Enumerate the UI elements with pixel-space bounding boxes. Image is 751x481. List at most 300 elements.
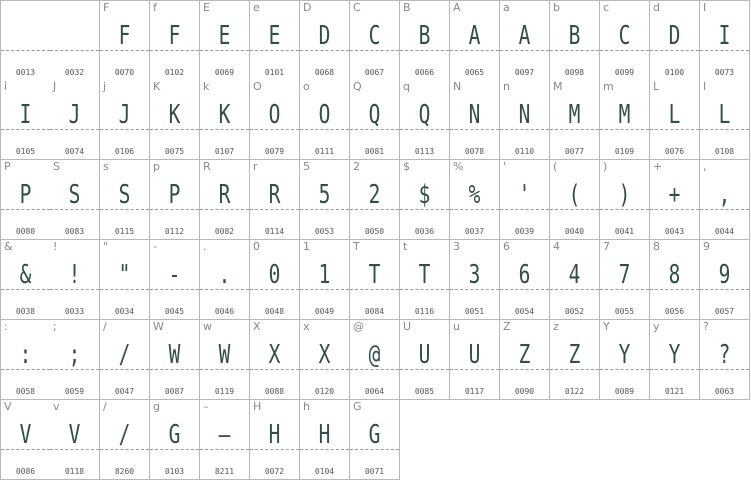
character-label: 4	[553, 240, 560, 253]
glyph-preview: –	[218, 420, 231, 450]
character-label: Q	[353, 80, 362, 93]
glyph-preview: '	[518, 180, 531, 210]
character-code: 0104	[314, 467, 335, 476]
character-label: W	[153, 320, 164, 333]
character-code: 0097	[514, 68, 535, 77]
glyph-cell[interactable]	[550, 80, 600, 160]
glyph-cell[interactable]	[250, 0, 300, 81]
character-code: 0116	[414, 307, 435, 316]
glyph-preview: F	[168, 21, 181, 51]
character-code: 0112	[164, 227, 185, 236]
glyph-preview: -	[168, 260, 181, 290]
glyph-preview: R	[218, 180, 231, 210]
glyph-cell[interactable]	[0, 160, 51, 240]
glyph-preview: K	[168, 100, 181, 130]
character-code: 0041	[614, 227, 635, 236]
character-code: 0089	[614, 387, 635, 396]
character-label: c	[603, 1, 610, 14]
character-label: @	[353, 320, 364, 333]
glyph-preview: I	[19, 100, 32, 130]
glyph-cell[interactable]	[450, 320, 500, 400]
character-label: )	[603, 160, 608, 173]
character-code: 0013	[15, 68, 36, 77]
character-label: p	[153, 160, 160, 173]
glyph-cell[interactable]	[100, 240, 150, 320]
character-label: w	[203, 320, 212, 333]
glyph-cell[interactable]	[700, 240, 750, 320]
glyph-cell[interactable]	[700, 80, 750, 160]
glyph-preview: N	[518, 100, 531, 130]
character-code: 0038	[15, 307, 36, 316]
character-label: :	[4, 320, 8, 333]
character-label: 7	[603, 240, 610, 253]
glyph-cell[interactable]	[150, 400, 200, 480]
character-code: 0043	[664, 227, 685, 236]
character-label: m	[603, 80, 614, 93]
glyph-preview: D	[668, 21, 681, 51]
glyph-cell[interactable]	[600, 160, 650, 240]
glyph-cell[interactable]	[450, 80, 500, 160]
character-label: U	[403, 320, 412, 333]
character-code: 0051	[464, 307, 485, 316]
character-label: k	[203, 80, 210, 93]
glyph-preview: T	[418, 260, 431, 290]
glyph-cell[interactable]	[300, 160, 350, 240]
glyph-cell[interactable]	[200, 240, 250, 320]
glyph-preview: X	[268, 340, 281, 370]
glyph-preview: A	[468, 21, 481, 51]
character-label: H	[253, 400, 262, 413]
glyph-cell[interactable]	[50, 80, 100, 160]
glyph-cell[interactable]	[700, 160, 750, 240]
character-code: 0049	[314, 307, 335, 316]
glyph-preview: U	[418, 340, 431, 370]
glyph-cell[interactable]	[100, 0, 150, 81]
character-code: 0088	[264, 387, 285, 396]
character-code: 0118	[64, 467, 85, 476]
glyph-cell[interactable]	[300, 0, 350, 81]
glyph-cell[interactable]	[500, 80, 550, 160]
character-code: 0044	[714, 227, 735, 236]
character-code: 0100	[664, 68, 685, 77]
character-code: 0113	[414, 147, 435, 156]
glyph-preview: +	[668, 180, 681, 210]
glyph-cell[interactable]	[200, 400, 250, 480]
glyph-preview: 3	[468, 260, 481, 290]
glyph-preview: 0	[268, 260, 281, 290]
character-label: G	[353, 400, 362, 413]
character-label: t	[403, 240, 408, 253]
character-code: 0067	[364, 68, 385, 77]
character-label: f	[153, 1, 157, 14]
character-label: D	[303, 1, 312, 14]
character-code: 0059	[64, 387, 85, 396]
character-code: 0081	[364, 147, 385, 156]
glyph-preview: U	[468, 340, 481, 370]
character-code: 0070	[114, 68, 135, 77]
character-code: 0082	[214, 227, 235, 236]
glyph-cell[interactable]	[100, 80, 150, 160]
glyph-preview: Q	[418, 100, 431, 130]
character-label: 8	[653, 240, 660, 253]
glyph-preview: J	[118, 100, 131, 130]
character-code: 0098	[564, 68, 585, 77]
glyph-cell[interactable]	[650, 240, 700, 320]
character-code: 0108	[714, 147, 735, 156]
glyph-cell[interactable]	[350, 80, 400, 160]
glyph-preview: Y	[618, 340, 631, 370]
character-label: o	[303, 80, 310, 93]
character-label: y	[653, 320, 660, 333]
character-code: 0036	[414, 227, 435, 236]
character-code: 0115	[114, 227, 135, 236]
character-code: 0075	[164, 147, 185, 156]
character-label: L	[653, 80, 660, 93]
character-code: 0032	[64, 68, 85, 77]
character-code: 0046	[214, 307, 235, 316]
glyph-cell[interactable]	[600, 0, 650, 81]
character-label: Z	[503, 320, 511, 333]
character-code: 8211	[214, 467, 235, 476]
glyph-preview: P	[168, 180, 181, 210]
glyph-preview: /	[118, 420, 131, 450]
character-label: 1	[303, 240, 310, 253]
glyph-cell[interactable]	[50, 320, 100, 400]
glyph-preview: Q	[368, 100, 381, 130]
glyph-cell[interactable]	[400, 240, 450, 320]
glyph-cell[interactable]	[350, 160, 400, 240]
character-label: O	[253, 80, 262, 93]
glyph-preview: J	[68, 100, 81, 130]
character-code: 0074	[64, 147, 85, 156]
glyph-preview: 2	[368, 180, 381, 210]
character-code: 0121	[664, 387, 685, 396]
character-label: %	[453, 160, 464, 173]
character-label: 0	[253, 240, 260, 253]
glyph-cell[interactable]	[650, 80, 700, 160]
glyph-cell[interactable]	[50, 160, 100, 240]
glyph-cell[interactable]	[450, 240, 500, 320]
glyph-cell[interactable]	[600, 320, 650, 400]
character-code: 0045	[164, 307, 185, 316]
glyph-preview: W	[218, 340, 231, 370]
glyph-cell[interactable]	[0, 80, 51, 160]
glyph-cell[interactable]	[200, 80, 250, 160]
glyph-preview: V	[19, 420, 32, 450]
glyph-cell[interactable]	[450, 0, 500, 81]
glyph-preview: F	[118, 21, 131, 51]
glyph-cell[interactable]	[650, 160, 700, 240]
character-label: u	[453, 320, 460, 333]
character-label: S	[53, 160, 60, 173]
character-code: 0106	[114, 147, 135, 156]
character-label: !	[53, 240, 58, 253]
glyph-cell[interactable]	[350, 0, 400, 81]
glyph-cell[interactable]	[50, 0, 100, 81]
glyph-preview: :	[19, 340, 32, 370]
glyph-cell[interactable]	[550, 160, 600, 240]
glyph-cell[interactable]	[550, 0, 600, 81]
glyph-preview: Z	[518, 340, 531, 370]
glyph-preview: (	[568, 180, 581, 210]
baseline-guide	[1, 50, 50, 51]
glyph-cell[interactable]	[600, 240, 650, 320]
character-code: 0102	[164, 68, 185, 77]
character-code: 0083	[64, 227, 85, 236]
glyph-preview: /	[118, 340, 131, 370]
character-label: ;	[53, 320, 57, 333]
character-code: 0080	[15, 227, 36, 236]
character-label: &	[4, 240, 13, 253]
character-label: T	[353, 240, 360, 253]
character-code: 0068	[314, 68, 335, 77]
character-code: 0084	[364, 307, 385, 316]
character-label: h	[303, 400, 310, 413]
character-label: z	[553, 320, 559, 333]
character-code: 0063	[714, 387, 735, 396]
glyph-cell[interactable]	[650, 320, 700, 400]
glyph-cell[interactable]	[250, 160, 300, 240]
character-label: J	[53, 80, 57, 93]
glyph-preview: T	[368, 260, 381, 290]
glyph-cell[interactable]	[350, 400, 400, 480]
glyph-cell[interactable]	[0, 320, 51, 400]
glyph-preview: ;	[68, 340, 81, 370]
character-code: 8260	[114, 467, 135, 476]
character-label: $	[403, 160, 410, 173]
character-label: v	[53, 400, 60, 413]
glyph-cell[interactable]	[500, 0, 550, 81]
glyph-preview: D	[318, 21, 331, 51]
glyph-preview: O	[268, 100, 281, 130]
character-code: 0069	[214, 68, 235, 77]
glyph-preview: 5	[318, 180, 331, 210]
glyph-preview: H	[268, 420, 281, 450]
character-code: 0071	[364, 467, 385, 476]
glyph-cell[interactable]	[100, 400, 150, 480]
glyph-cell[interactable]	[150, 240, 200, 320]
character-code: 0117	[464, 387, 485, 396]
baseline-guide	[50, 50, 99, 51]
glyph-cell[interactable]	[500, 240, 550, 320]
glyph-cell[interactable]	[0, 240, 51, 320]
glyph-preview: ,	[718, 180, 731, 210]
glyph-cell[interactable]	[200, 320, 250, 400]
character-code: 0037	[464, 227, 485, 236]
glyph-cell[interactable]	[450, 160, 500, 240]
character-code: 0033	[64, 307, 85, 316]
character-code: 0052	[564, 307, 585, 316]
character-label: N	[453, 80, 462, 93]
glyph-preview: A	[518, 21, 531, 51]
glyph-preview: E	[218, 21, 231, 51]
glyph-cell[interactable]	[250, 400, 300, 480]
character-label: 5	[303, 160, 310, 173]
glyph-preview: $	[418, 180, 431, 210]
character-label: r	[253, 160, 258, 173]
glyph-cell[interactable]	[150, 320, 200, 400]
glyph-cell[interactable]	[50, 400, 100, 480]
glyph-cell[interactable]	[550, 320, 600, 400]
character-label: g	[153, 400, 160, 413]
glyph-cell[interactable]	[600, 80, 650, 160]
glyph-cell[interactable]	[400, 320, 450, 400]
glyph-preview: L	[668, 100, 681, 130]
glyph-cell[interactable]	[200, 160, 250, 240]
glyph-preview: Z	[568, 340, 581, 370]
glyph-cell[interactable]	[700, 320, 750, 400]
character-label: 6	[503, 240, 510, 253]
character-code: 0079	[264, 147, 285, 156]
character-code: 0107	[214, 147, 235, 156]
glyph-cell[interactable]	[350, 240, 400, 320]
glyph-cell[interactable]	[300, 240, 350, 320]
character-code: 0078	[464, 147, 485, 156]
character-code: 0101	[264, 68, 285, 77]
character-code: 0072	[264, 467, 285, 476]
glyph-preview: B	[418, 21, 431, 51]
character-code: 0105	[15, 147, 36, 156]
glyph-preview: M	[618, 100, 631, 130]
glyph-cell[interactable]	[700, 0, 750, 81]
character-label: e	[253, 1, 260, 14]
glyph-cell[interactable]	[0, 0, 51, 81]
character-code: 0099	[614, 68, 635, 77]
character-code: 0109	[614, 147, 635, 156]
glyph-cell[interactable]	[650, 0, 700, 81]
character-code: 0120	[314, 387, 335, 396]
glyph-cell[interactable]	[300, 400, 350, 480]
character-code: 0066	[414, 68, 435, 77]
glyph-cell[interactable]	[250, 240, 300, 320]
glyph-cell[interactable]	[100, 160, 150, 240]
glyph-preview: ?	[718, 340, 731, 370]
glyph-preview: N	[468, 100, 481, 130]
glyph-cell[interactable]	[300, 80, 350, 160]
character-code: 0054	[514, 307, 535, 316]
glyph-cell[interactable]	[250, 80, 300, 160]
glyph-preview: 8	[668, 260, 681, 290]
glyph-cell[interactable]	[550, 240, 600, 320]
character-label: 2	[353, 160, 360, 173]
character-code: 0057	[714, 307, 735, 316]
character-label: E	[203, 1, 210, 14]
glyph-preview: E	[268, 21, 281, 51]
character-code: 0034	[114, 307, 135, 316]
character-code: 0111	[314, 147, 335, 156]
character-label: K	[153, 80, 161, 93]
glyph-preview: G	[368, 420, 381, 450]
character-label: s	[103, 160, 109, 173]
glyph-preview: X	[318, 340, 331, 370]
character-label: ?	[703, 320, 709, 333]
character-label: '	[503, 160, 507, 173]
glyph-cell[interactable]	[250, 320, 300, 400]
character-label: b	[553, 1, 560, 14]
glyph-cell[interactable]	[400, 160, 450, 240]
character-label: d	[653, 1, 660, 14]
glyph-cell[interactable]	[150, 80, 200, 160]
glyph-cell[interactable]	[350, 320, 400, 400]
character-code: 0064	[364, 387, 385, 396]
character-code: 0076	[664, 147, 685, 156]
character-label: x	[303, 320, 310, 333]
character-label: V	[4, 400, 12, 413]
glyph-preview: L	[718, 100, 731, 130]
character-label: -	[153, 240, 157, 253]
character-label: Y	[603, 320, 610, 333]
glyph-preview: .	[218, 260, 231, 290]
glyph-preview: M	[568, 100, 581, 130]
glyph-cell[interactable]	[400, 0, 450, 81]
character-code: 0058	[15, 387, 36, 396]
glyph-cell[interactable]	[50, 240, 100, 320]
glyph-preview: @	[368, 340, 381, 370]
glyph-preview: P	[19, 180, 32, 210]
glyph-preview: B	[568, 21, 581, 51]
character-label: B	[403, 1, 411, 14]
glyph-cell[interactable]	[150, 0, 200, 81]
glyph-preview: W	[168, 340, 181, 370]
character-label: j	[103, 80, 107, 93]
character-label: F	[103, 1, 110, 14]
character-label: q	[403, 80, 410, 93]
character-label: l	[703, 80, 707, 93]
character-label: /	[103, 400, 107, 413]
character-code: 0087	[164, 387, 185, 396]
character-label: n	[503, 80, 510, 93]
character-label: .	[203, 240, 207, 253]
glyph-preview: H	[318, 420, 331, 450]
glyph-preview: C	[618, 21, 631, 51]
glyph-preview: !	[68, 260, 81, 290]
character-label: X	[253, 320, 261, 333]
glyph-preview: 6	[518, 260, 531, 290]
glyph-cell[interactable]	[500, 320, 550, 400]
glyph-cell[interactable]	[400, 80, 450, 160]
glyph-preview: G	[168, 420, 181, 450]
glyph-preview: C	[368, 21, 381, 51]
glyph-preview: )	[618, 180, 631, 210]
character-label: /	[103, 320, 107, 333]
character-label: R	[203, 160, 211, 173]
character-code: 0114	[264, 227, 285, 236]
character-code: 0056	[664, 307, 685, 316]
glyph-preview: V	[68, 420, 81, 450]
glyph-preview: 1	[318, 260, 331, 290]
character-code: 0077	[564, 147, 585, 156]
character-label: 3	[453, 240, 460, 253]
character-label: "	[103, 240, 109, 253]
glyph-preview: 4	[568, 260, 581, 290]
character-label: –	[203, 400, 209, 413]
glyph-cell[interactable]	[200, 0, 250, 81]
glyph-cell[interactable]	[0, 400, 51, 480]
character-code: 0073	[714, 68, 735, 77]
glyph-cell[interactable]	[500, 160, 550, 240]
glyph-preview: R	[268, 180, 281, 210]
character-label: a	[503, 1, 510, 14]
character-code: 0122	[564, 387, 585, 396]
character-label: C	[353, 1, 361, 14]
glyph-preview: &	[19, 260, 32, 290]
glyph-cell[interactable]	[100, 320, 150, 400]
glyph-cell[interactable]	[300, 320, 350, 400]
glyph-cell[interactable]	[150, 160, 200, 240]
character-label: 9	[703, 240, 710, 253]
character-label: A	[453, 1, 461, 14]
character-label: P	[4, 160, 11, 173]
